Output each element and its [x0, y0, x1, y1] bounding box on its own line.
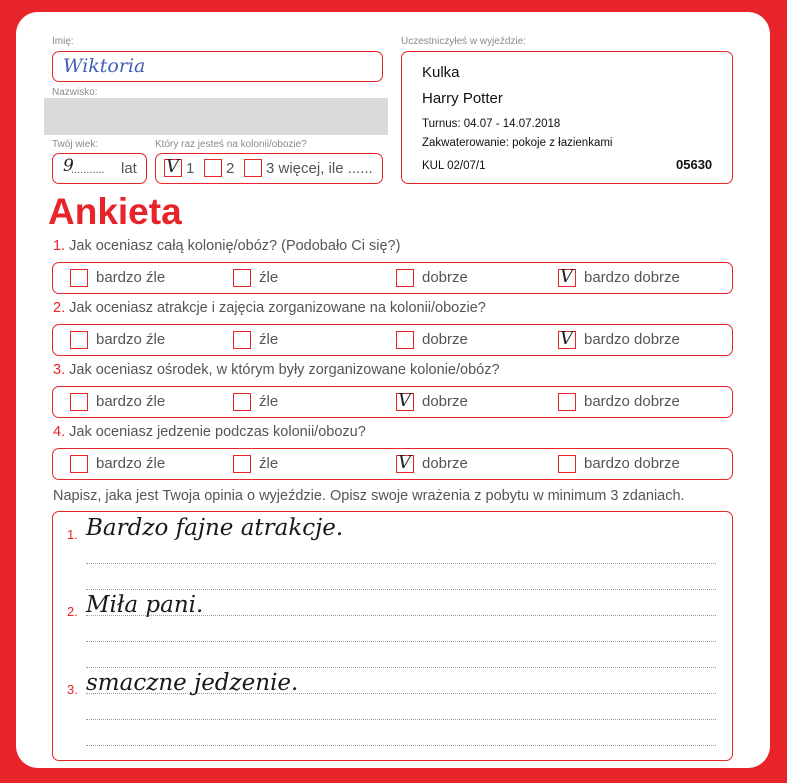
question-2-text	[53, 300, 486, 316]
dotted-line	[86, 641, 716, 642]
option-label: dobrze	[422, 269, 468, 286]
question-1-text	[53, 238, 400, 254]
opinion-text-3: smaczne jedzenie.	[86, 670, 299, 696]
age-label: Twój wiek:	[52, 139, 99, 150]
question-number: 3.	[53, 362, 66, 378]
times-field	[155, 153, 383, 184]
question-2-checkbox-3[interactable]	[396, 331, 414, 349]
question-number: 1.	[53, 238, 66, 254]
age-unit: lat	[121, 160, 137, 177]
times-checkbox-2[interactable]	[204, 159, 222, 177]
dotted-line	[86, 719, 716, 720]
turnus: Turnus: 04.07 - 14.07.2018	[422, 118, 561, 130]
opinion-number-2: 2.	[67, 604, 78, 619]
option-label: bardzo dobrze	[584, 393, 680, 410]
option-label: źle	[259, 393, 279, 410]
question-1-checkbox-2[interactable]	[233, 269, 251, 287]
name-field[interactable]	[52, 51, 383, 82]
booking-number: 05630	[676, 157, 713, 172]
dotted-line	[86, 745, 716, 746]
opinion-text-1: Bardzo fajne atrakcje.	[86, 515, 344, 541]
option-label: źle	[259, 269, 279, 286]
surname-redacted	[44, 98, 388, 135]
booking-code: KUL 02/07/1	[422, 160, 486, 172]
option-label: dobrze	[422, 393, 468, 410]
opinion-number-3: 3.	[67, 682, 78, 697]
age-field[interactable]	[52, 153, 147, 184]
question-3-checkbox-2[interactable]	[233, 393, 251, 411]
check-mark-icon: V	[560, 266, 573, 287]
age-dots: ...........	[71, 164, 105, 176]
question-4-checkbox-4[interactable]	[558, 455, 576, 473]
dotted-line	[86, 589, 716, 590]
check-mark-icon: V	[560, 328, 573, 349]
dotted-line	[86, 563, 716, 564]
program-name: Harry Potter	[422, 90, 503, 107]
name-label: Imię:	[52, 36, 74, 47]
question-1-checkbox-1[interactable]	[70, 269, 88, 287]
participant-box	[401, 51, 733, 184]
participant-label: Uczestniczyłeś w wyjeździe:	[401, 36, 527, 47]
question-2-checkbox-1[interactable]	[70, 331, 88, 349]
opinion-box[interactable]	[52, 511, 733, 761]
option-label: bardzo dobrze	[584, 455, 680, 472]
question-3-text	[53, 362, 500, 378]
times-option-2: 2	[226, 160, 235, 177]
times-checkbox-1[interactable]	[164, 156, 182, 177]
times-option-3: 3 więcej, ile ......	[266, 160, 373, 177]
opinion-number-1: 1.	[67, 527, 78, 542]
check-mark-icon: V	[398, 390, 411, 411]
option-label: bardzo źle	[96, 331, 166, 348]
option-label: bardzo źle	[96, 269, 166, 286]
option-label: bardzo źle	[96, 455, 166, 472]
age-value: 9	[63, 156, 74, 176]
question-4-checkbox-1[interactable]	[70, 455, 88, 473]
opinion-text-2: Miła pani.	[86, 592, 204, 618]
question-1-checkbox-3[interactable]	[396, 269, 414, 287]
question-4-checkbox-2[interactable]	[233, 455, 251, 473]
option-label: dobrze	[422, 455, 468, 472]
times-option-1: 1	[186, 160, 195, 177]
question-label: Jak oceniasz jedzenie podczas kolonii/obozu?	[69, 424, 366, 440]
accommodation: Zakwaterowanie: pokoje z łazienkami	[422, 137, 613, 149]
check-mark-icon: V	[166, 156, 179, 177]
times-checkbox-3[interactable]	[244, 159, 262, 177]
question-number: 4.	[53, 424, 66, 440]
question-label: Jak oceniasz całą kolonię/obóz? (Podobało Ci się?)	[69, 238, 401, 254]
surname-label: Nazwisko:	[52, 87, 98, 98]
question-3-checkbox-4[interactable]	[558, 393, 576, 411]
option-label: źle	[259, 455, 279, 472]
dotted-line	[86, 667, 716, 668]
option-label: dobrze	[422, 331, 468, 348]
question-number: 2.	[53, 300, 66, 316]
group-name: Kulka	[422, 64, 460, 81]
check-mark-icon: V	[398, 452, 411, 473]
option-label: źle	[259, 331, 279, 348]
question-2-checkbox-4[interactable]	[558, 328, 576, 349]
question-1-checkbox-4[interactable]	[558, 266, 576, 287]
name-value: Wiktoria	[63, 55, 146, 77]
opinion-prompt: Napisz, jaka jest Twoja opinia o wyjeździe. Opisz swoje wrażenia z pobytu w minimum 3 zdaniach.	[53, 488, 685, 504]
question-4-text	[53, 424, 366, 440]
option-label: bardzo dobrze	[584, 331, 680, 348]
times-label: Który raz jesteś na kolonii/obozie?	[155, 139, 307, 150]
option-label: bardzo źle	[96, 393, 166, 410]
question-2-checkbox-2[interactable]	[233, 331, 251, 349]
question-label: Jak oceniasz atrakcje i zajęcia zorganizowane na kolonii/obozie?	[69, 300, 486, 316]
page-title: Ankieta	[48, 191, 182, 232]
question-4-checkbox-3[interactable]	[396, 452, 414, 473]
question-3-checkbox-1[interactable]	[70, 393, 88, 411]
option-label: bardzo dobrze	[584, 269, 680, 286]
question-label: Jak oceniasz ośrodek, w którym były zorganizowane kolonie/obóz?	[69, 362, 500, 378]
question-3-checkbox-3[interactable]	[396, 390, 414, 411]
